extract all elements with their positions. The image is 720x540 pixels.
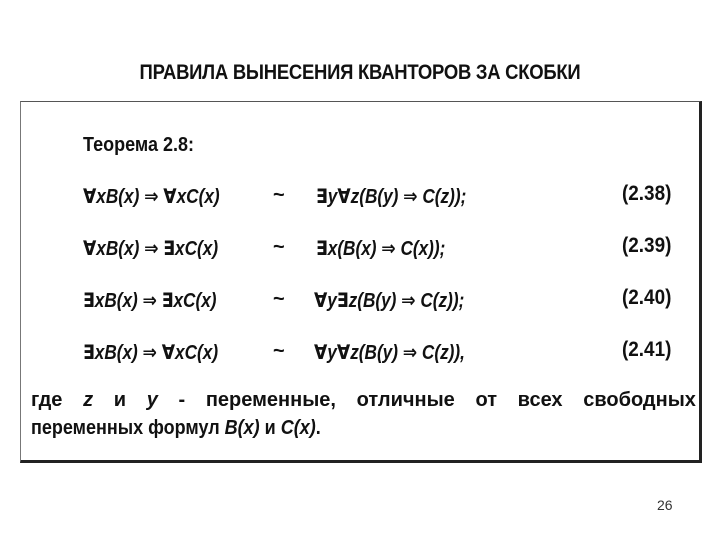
formula-2-39-left: ∀xB(x) ⇒ ∃xC(x) [83, 238, 219, 260]
formula-2-40-equivalence: ~ [273, 288, 285, 310]
formula-2-41-number: (2.41) [622, 338, 672, 361]
note-word: переменные, [205, 389, 336, 411]
formula-2-40-number: (2.40) [622, 286, 672, 309]
formula-2-39-right: ∃x(B(x) ⇒ C(x)); [316, 238, 446, 260]
page-number: 26 [657, 497, 673, 513]
note-word: отличные [356, 389, 455, 411]
note-formula-b: B(x) [224, 417, 260, 439]
note-variable-z: z [83, 389, 94, 411]
note-variable-y: y [146, 389, 158, 411]
note-text: и [259, 417, 281, 439]
note-word: свободных [583, 389, 696, 411]
formula-2-38-right: ∃y∀z(B(y) ⇒ C(z)); [316, 186, 467, 208]
note-dash: - [178, 389, 186, 411]
formula-2-38-equivalence: ~ [273, 184, 285, 206]
note-paragraph [31, 386, 696, 442]
note-period: . [315, 417, 321, 439]
formula-2-41-right: ∀y∀z(B(y) ⇒ C(z)), [314, 342, 465, 364]
formula-2-39-number: (2.39) [622, 234, 672, 257]
note-text: переменных формул [31, 417, 225, 439]
page-title: ПРАВИЛА ВЫНЕСЕНИЯ КВАНТОРОВ ЗА СКОБКИ [139, 61, 581, 84]
formula-2-41-equivalence: ~ [273, 340, 285, 362]
theorem-heading: Теорема 2.8: [83, 134, 194, 156]
note-formula-c: C(x) [280, 417, 316, 439]
formula-2-40-left: ∃xB(x) ⇒ ∃xC(x) [83, 290, 217, 312]
note-word: где [31, 389, 63, 411]
note-line-1 [31, 386, 696, 414]
note-word: от [475, 389, 497, 411]
note-word: всех [517, 389, 563, 411]
formula-2-41-left: ∃xB(x) ⇒ ∀xC(x) [83, 342, 219, 364]
formula-2-40-right: ∀y∃z(B(y) ⇒ C(z)); [314, 290, 465, 312]
formula-2-38-number: (2.38) [622, 182, 672, 205]
formula-2-38-left: ∀xB(x) ⇒ ∀xC(x) [83, 186, 220, 208]
note-word: и [113, 389, 127, 411]
note-line-2 [31, 414, 630, 442]
formula-2-39-equivalence: ~ [273, 236, 285, 258]
